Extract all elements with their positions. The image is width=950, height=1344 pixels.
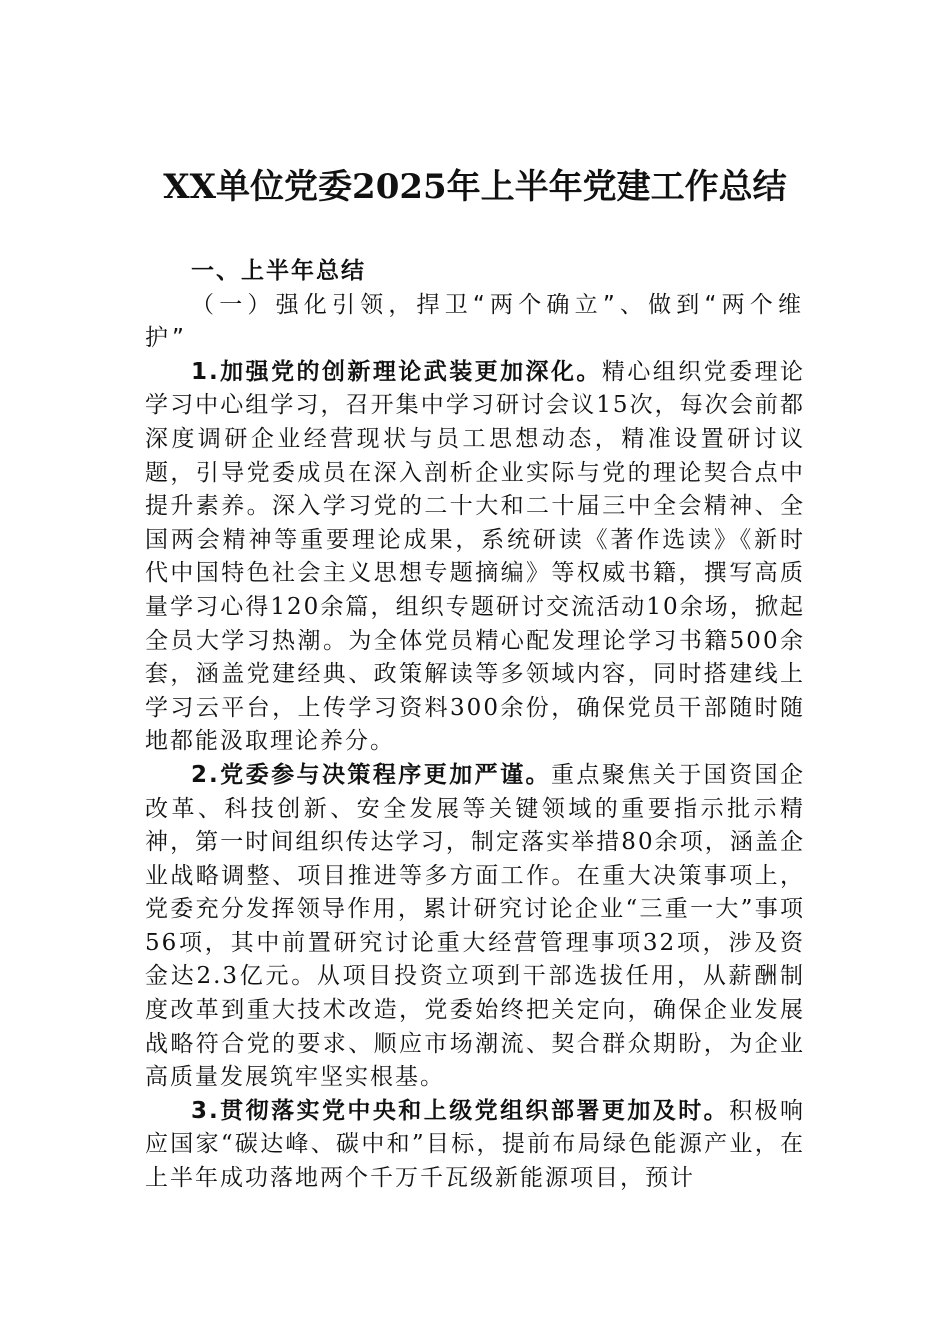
paragraph-lead: 1.加强党的创新理论武装更加深化。 xyxy=(191,358,602,385)
paragraph-item-3 xyxy=(145,1095,805,1196)
paragraph-lead: 3.贯彻落实党中央和上级党组织部署更加及时。 xyxy=(191,1097,730,1124)
section-heading: 一、上半年总结 xyxy=(191,258,366,284)
document-title: XX单位党委2025年上半年党建工作总结 xyxy=(163,167,787,207)
subsection-heading: （一）强化引领，捍卫“两个确立”、做到“两个维护” xyxy=(145,291,805,352)
paragraph-item-1 xyxy=(145,356,805,759)
paragraph-item-2 xyxy=(145,759,805,1095)
paragraph-text: 重点聚焦关于国资国企改革、科技创新、安全发展等关键领域的重要指示批示精神，第一时间组织传达学习，制定落实举措80余项，涵盖企业战略调整、项目推进等多方面工作。在重大决策事项上，党委充分发挥领导作用，累计研究讨论企业“三重一大”事项56项，其中前置研究讨论重大经营管理事项32项，涉及资金达2.3亿元。从项目投资立项到干部选拔任用，从薪酬制度改革到重大技术改造，党委始终把关定向，确保企业发展战略符合党的要求、顺应市场潮流、契合群众期盼，为企业高质量发展筑牢坚实根基。 xyxy=(145,761,805,1091)
paragraph-text: 精心组织党委理论学习中心组学习，召开集中学习研讨会议15次，每次会前都深度调研企业经营现状与员工思想动态，精准设置研讨议题，引导党委成员在深入剖析企业实际与党的理论契合点中提升素养。深入学习党的二十大和二十届三中全会精神、全国两会精神等重要理论成果，系统研读《著作选读》《新时代中国特色社会主义思想专题摘编》等权威书籍，撰写高质量学习心得120余篇，组织专题研讨交流活动10余场，掀起全员大学习热潮。为全体党员精心配发理论学习书籍500余套，涵盖党建经典、政策解读等多领域内容，同时搭建线上学习云平台，上传学习资料300余份，确保党员干部随时随地都能汲取理论养分。 xyxy=(145,358,805,755)
document-body xyxy=(145,255,805,1196)
paragraph-text: 积极响应国家“碳达峰、碳中和”目标，提前布局绿色能源产业，在上半年成功落地两个千万千瓦级新能源项目，预计 xyxy=(145,1097,806,1192)
paragraph-lead: 2.党委参与决策程序更加严谨。 xyxy=(191,761,551,788)
